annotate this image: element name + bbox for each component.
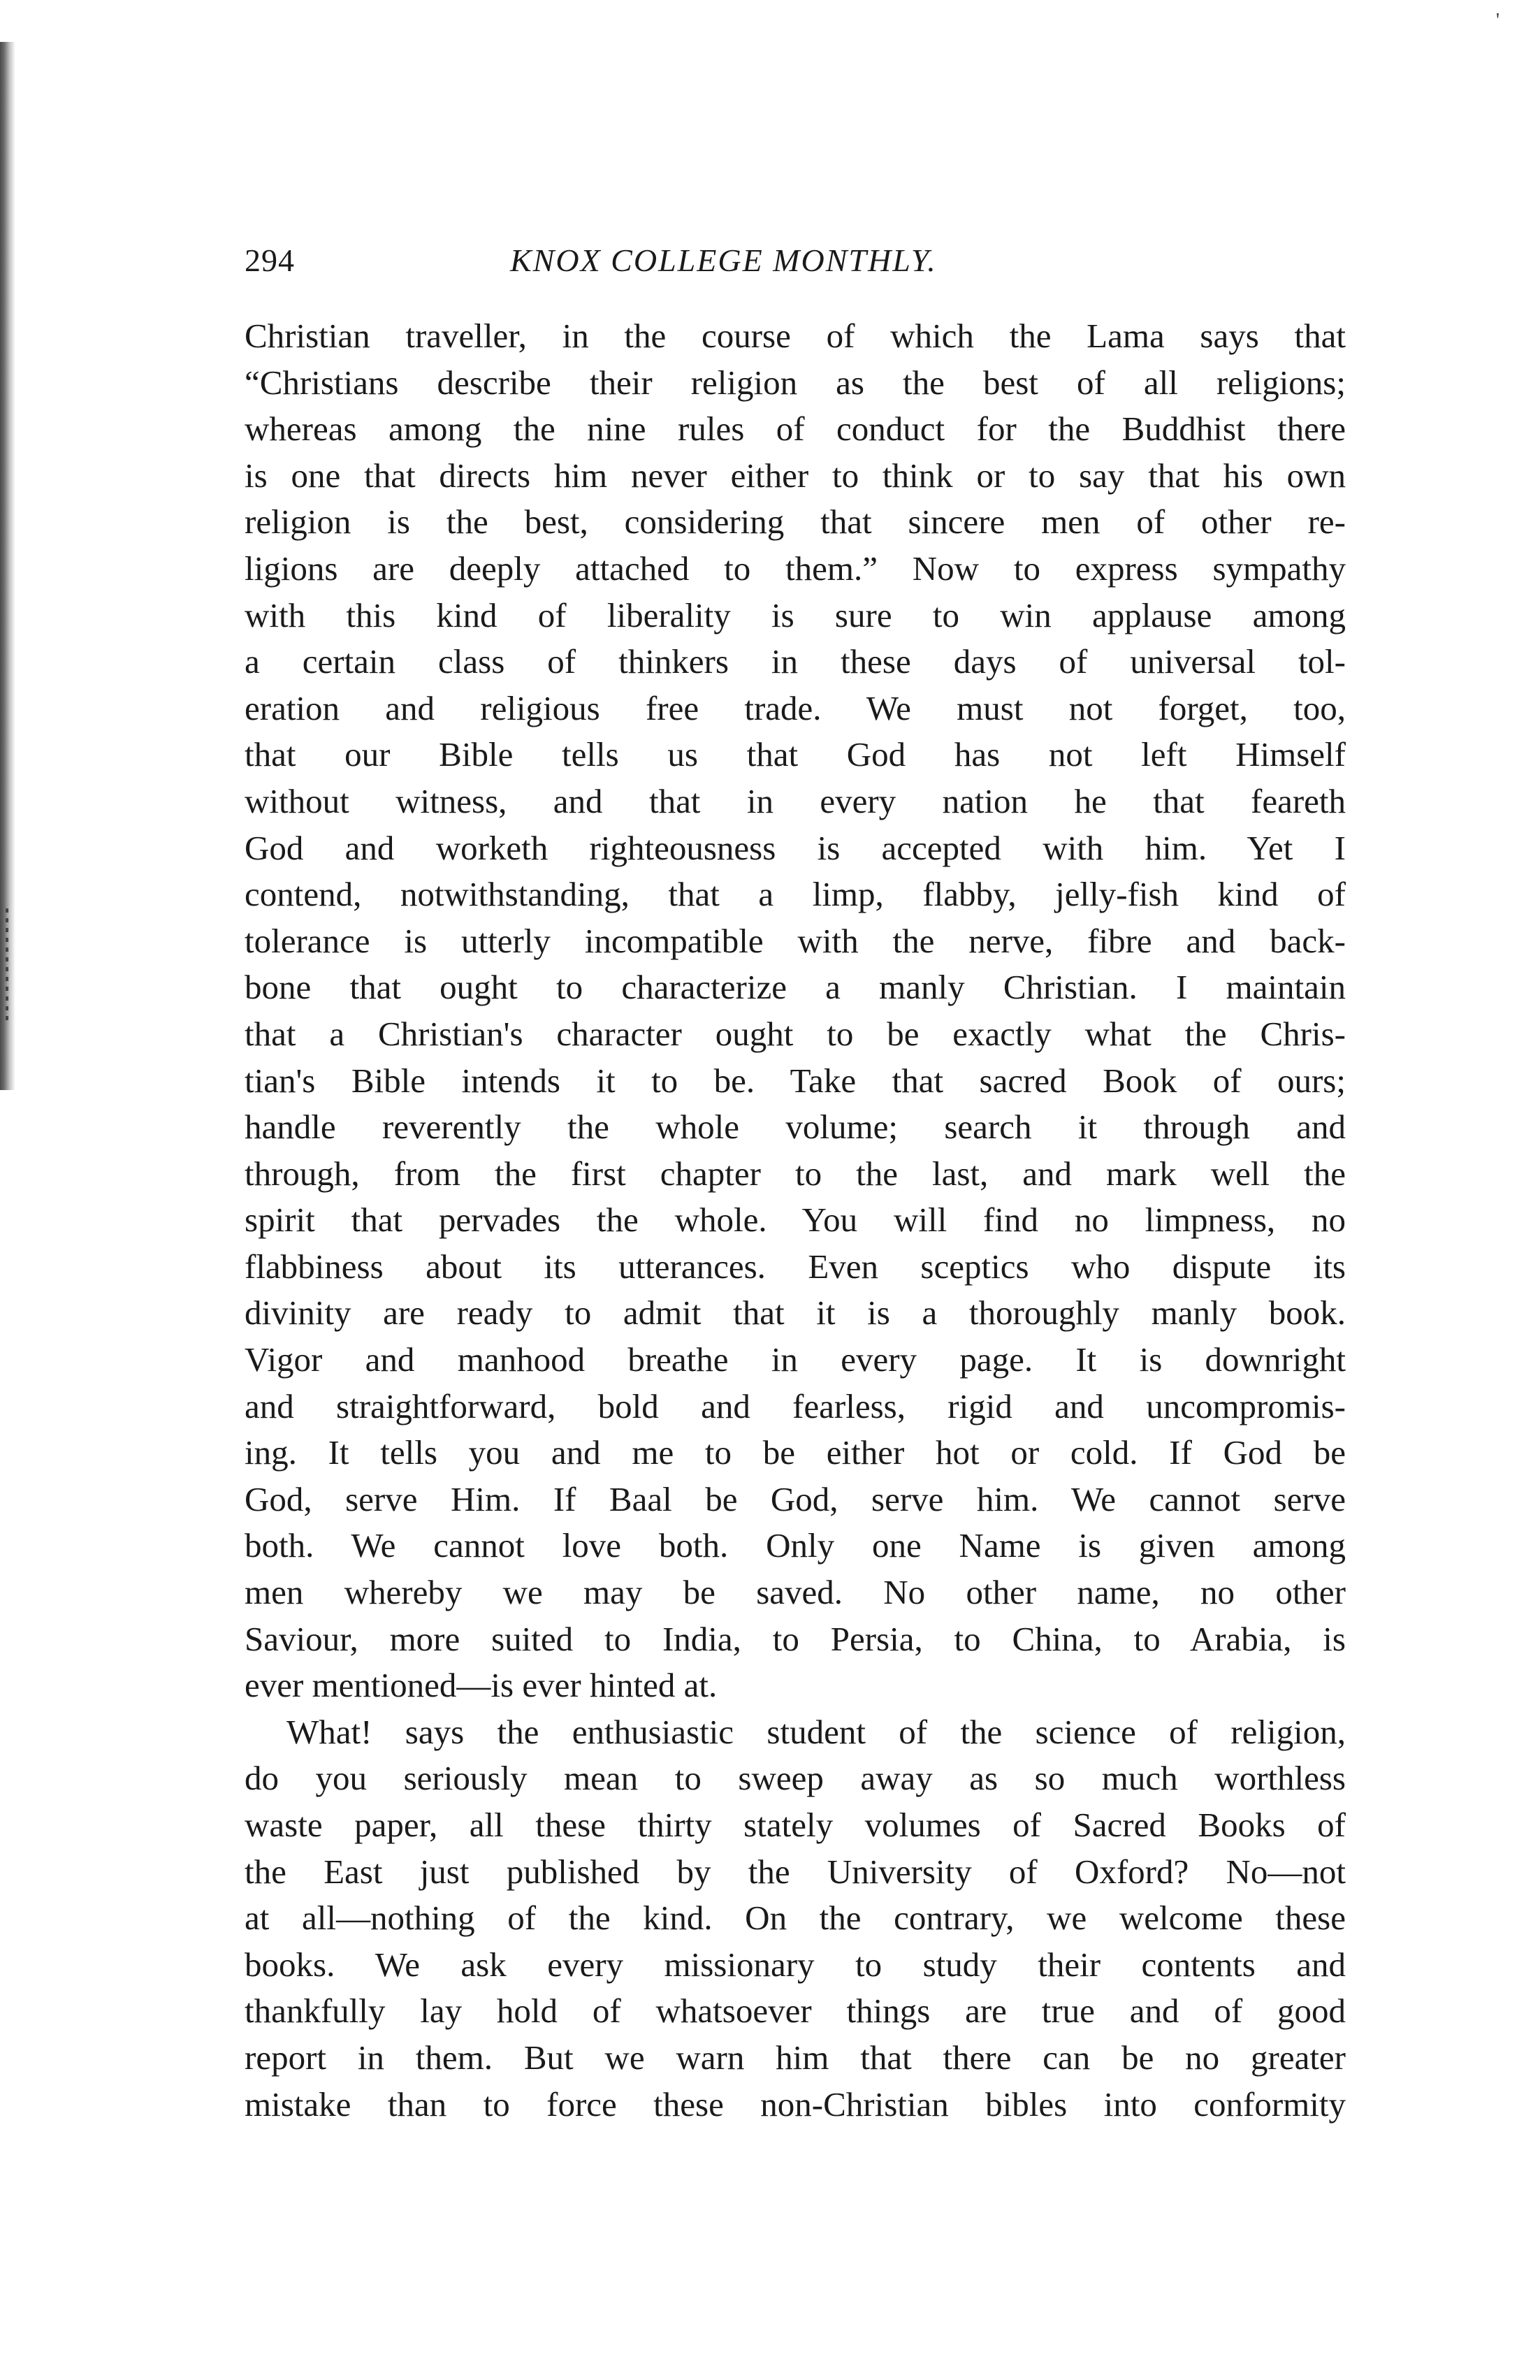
text-line: through, from the first chapter to the last, and mark well the [245, 1154, 1346, 1193]
text-line: contend, notwithstanding, that a limp, flabby, jelly-fish kind of [245, 875, 1346, 914]
text-line: with this kind of liberality is sure to win applause among [245, 595, 1346, 634]
text-line: whereas among the nine rules of conduct for the Buddhist there [245, 409, 1346, 449]
text-line: handle reverently the whole volume; search it through and [245, 1108, 1346, 1147]
text-line: “Christians describe their religion as the best of all religions; [245, 363, 1346, 402]
text-line: ing. It tells you and me to be either hot or cold. If God be [245, 1433, 1346, 1472]
text-line: a certain class of thinkers in these days of universal tol- [245, 642, 1346, 681]
text-line: divinity are ready to admit that it is a thoroughly manly book. [245, 1293, 1346, 1333]
text-line: waste paper, all these thirty stately volumes of Sacred Books of [245, 1806, 1346, 1844]
text-line: report in them. But we warn him that there can be no greater [245, 2038, 1346, 2077]
text-line: Christian traveller, in the course of which the Lama says that [245, 317, 1346, 355]
text-line: and straightforward, bold and fearless, rigid and uncompromis- [245, 1386, 1346, 1425]
running-header [245, 236, 1363, 285]
text-line: Saviour, more suited to India, to Persia, to China, to Arabia, is [245, 1619, 1346, 1658]
text-line: ligions are deeply attached to them.” Now to express sympathy [245, 549, 1346, 588]
text-line: is one that directs him never either to think or to say that his own [245, 456, 1346, 495]
text-line: at all—nothing of the kind. On the contrary, we welcome these [245, 1899, 1346, 1938]
text-line: Vigor and manhood breathe in every page. It is downright [245, 1340, 1346, 1379]
text-line: flabbiness about its utterances. Even sceptics who dispute its [245, 1247, 1346, 1286]
text-line: What! says the enthusiastic student of the science of religion, [286, 1712, 1346, 1751]
running-title: KNOX COLLEGE MONTHLY. [510, 242, 937, 278]
text-line: God, serve Him. If Baal be God, serve him. We cannot serve [245, 1479, 1346, 1518]
text-line: without witness, and that in every nation he that feareth [245, 781, 1346, 820]
text-line: that our Bible tells us that God has not left Himself [245, 735, 1346, 774]
paragraph-2 [245, 1709, 1346, 2128]
corner-speck: ' [1495, 10, 1499, 31]
paragraph-1 [245, 313, 1346, 1709]
text-line: books. We ask every missionary to study their contents and [245, 1945, 1346, 1984]
body-text [245, 313, 1346, 2128]
text-line: spirit that pervades the whole. You will find no limpness, no [245, 1200, 1346, 1240]
text-line: bone that ought to characterize a manly Christian. I maintain [245, 968, 1346, 1007]
text-line: the East just published by the University of Oxford? No—not [245, 1852, 1346, 1891]
binding-edge-marks [6, 908, 8, 1020]
text-line: tian's Bible intends it to be. Take that sacred Book of ours; [245, 1061, 1346, 1100]
text-line: religion is the best, considering that sincere men of other re- [245, 502, 1346, 542]
text-line: that a Christian's character ought to be exactly what the Chris- [245, 1014, 1346, 1053]
text-line: eration and religious free trade. We must not forget, too, [245, 688, 1346, 727]
text-line: tolerance is utterly incompatible with the nerve, fibre and back- [245, 921, 1346, 960]
text-line: God and worketh righteousness is accepted with him. Yet I [245, 828, 1346, 867]
page-number: 294 [245, 242, 295, 278]
text-line: thankfully lay hold of whatsoever things are true and of good [245, 1991, 1346, 2031]
text-line: both. We cannot love both. Only one Name is given among [245, 1526, 1346, 1565]
text-line: mistake than to force these non-Christian bibles into conformity [245, 2084, 1346, 2124]
text-line: men whereby we may be saved. No other name, no other [245, 1573, 1346, 1612]
text-line: do you seriously mean to sweep away as so much worthless [245, 1759, 1346, 1798]
text-line: ever mentioned—is ever hinted at. [245, 1666, 718, 1705]
